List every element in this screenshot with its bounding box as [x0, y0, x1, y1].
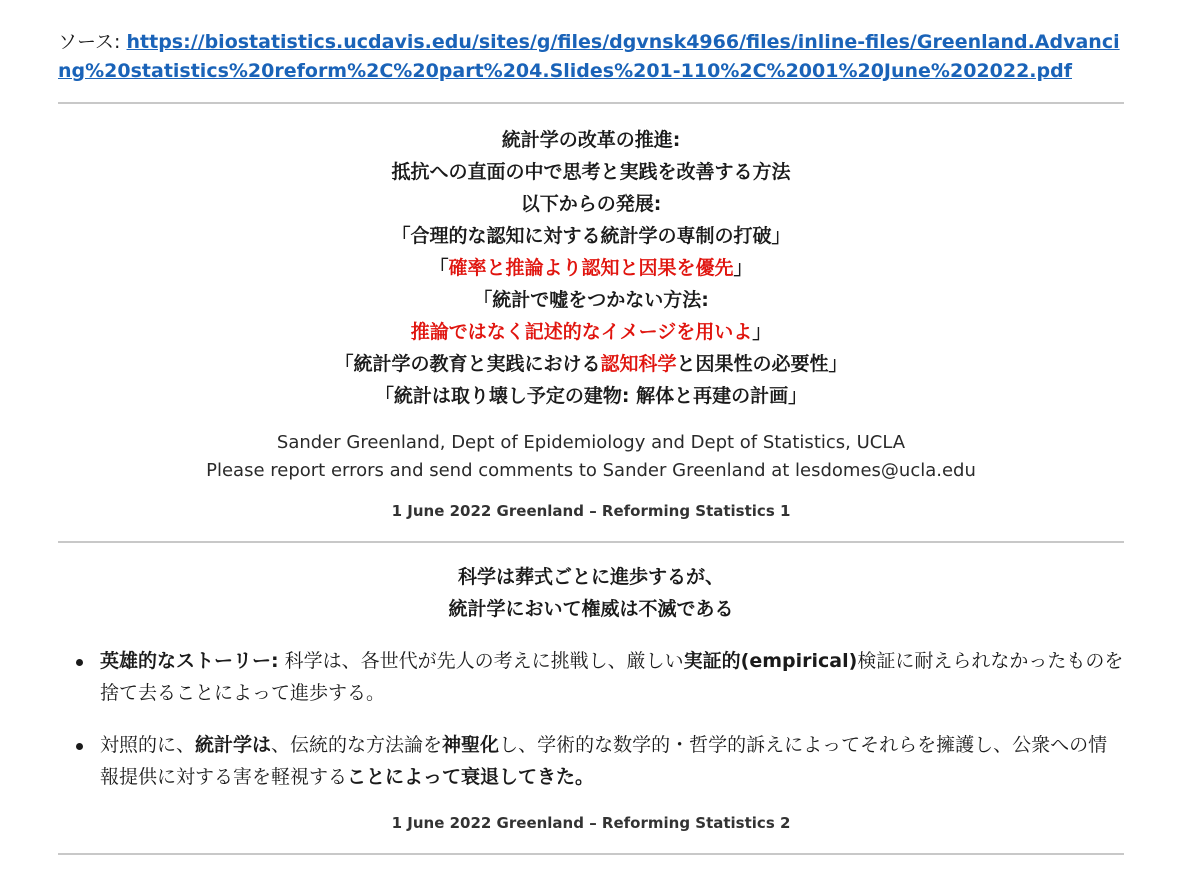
divider-middle: [58, 541, 1124, 543]
text-segment: 科学は、各世代が先人の考えに挑戦し、厳しい: [278, 650, 684, 672]
slide-2-footer: 1 June 2022 Greenland – Reforming Statistics 2: [391, 814, 791, 832]
slide-1-title-line-4: 「合理的な認知に対する統計学の専制の打破」: [391, 225, 791, 247]
slide-1-title-line-3: 以下からの発展:: [520, 193, 662, 215]
divider-bottom: [58, 853, 1124, 855]
slide-2-title-line-1: 科学は葬式ごとに進歩するが、: [457, 566, 724, 588]
quote-close: 」: [733, 257, 753, 279]
bullet-icon: [76, 743, 83, 750]
author-block: [58, 429, 1124, 485]
slide-1-title-line-1: 統計学の改革の推進:: [501, 129, 681, 151]
slide-1-title-line-2: 抵抗への直面の中で思考と実践を改善する方法: [391, 161, 791, 183]
author-contact: Please report errors and send comments to Sander Greenland at lesdomes@ucla.edu: [206, 460, 976, 481]
slide-1-title-line-7: [58, 316, 1124, 348]
text-segment: 、伝統的な方法論を: [271, 734, 443, 756]
author-affiliation: Sander Greenland, Dept of Epidemiology and Dept of Statistics, UCLA: [276, 432, 906, 453]
slide-1-footer: 1 June 2022 Greenland – Reforming Statistics 1: [391, 502, 791, 520]
document-page: [58, 0, 1124, 855]
bold-segment: 神聖化: [442, 734, 500, 756]
list-item: [58, 729, 1124, 793]
slide-2-bullet-list: [58, 645, 1124, 793]
bold-segment: 実証的(empirical): [683, 650, 858, 672]
list-item: [58, 645, 1124, 709]
text-after: と因果性の必要性」: [676, 353, 848, 375]
highlight-text: 確率と推論より認知と因果を優先: [448, 257, 734, 279]
slide-2-title-line-2: 統計学において権威は不滅である: [448, 598, 734, 620]
bold-segment: ことによって衰退してきた。: [347, 766, 595, 788]
bold-lead: 英雄的なストーリー:: [100, 650, 279, 672]
source-line: [58, 28, 1124, 86]
text-segment: 検証に耐えられなかったものを捨て去ることによって進歩する。: [100, 650, 1124, 704]
slide-1-title-line-6: 「統計で嘘をつかない方法:: [473, 289, 709, 311]
slide-2: [58, 561, 1124, 625]
text-before: 「統計学の教育と実践における: [334, 353, 601, 375]
quote-open: 「: [429, 257, 449, 279]
text-segment: 対照的に、: [100, 734, 196, 756]
slide-1-title-line-5: [58, 252, 1124, 284]
bold-segment: 統計学は: [195, 734, 272, 756]
source-label: ソース:: [58, 31, 121, 53]
slide-1: [58, 124, 1124, 485]
slide-1-title-line-9: 「統計は取り壊し予定の建物: 解体と再建の計画」: [374, 385, 808, 407]
quote-close: 」: [752, 321, 772, 343]
slide-1-title-line-8: [58, 348, 1124, 380]
bullet-icon: [76, 659, 83, 666]
highlight-text: 推論ではなく記述的なイメージを用いよ: [410, 321, 753, 343]
divider-top: [58, 102, 1124, 104]
source-link[interactable]: https://biostatistics.ucdavis.edu/sites/g/files/dgvnsk4966/files/inline-files/Greenland.Advancing%20statistics%20reform%2C%20part%204.Slides%201-110%2C%2001%20June%202022.pdf: [58, 31, 1120, 82]
text-segment: し、学術的な数学的・哲学的訴えによってそれらを擁護し、公衆への情報提供に対する害を軽視する: [100, 734, 1108, 788]
highlight-text: 認知科学: [600, 353, 677, 375]
